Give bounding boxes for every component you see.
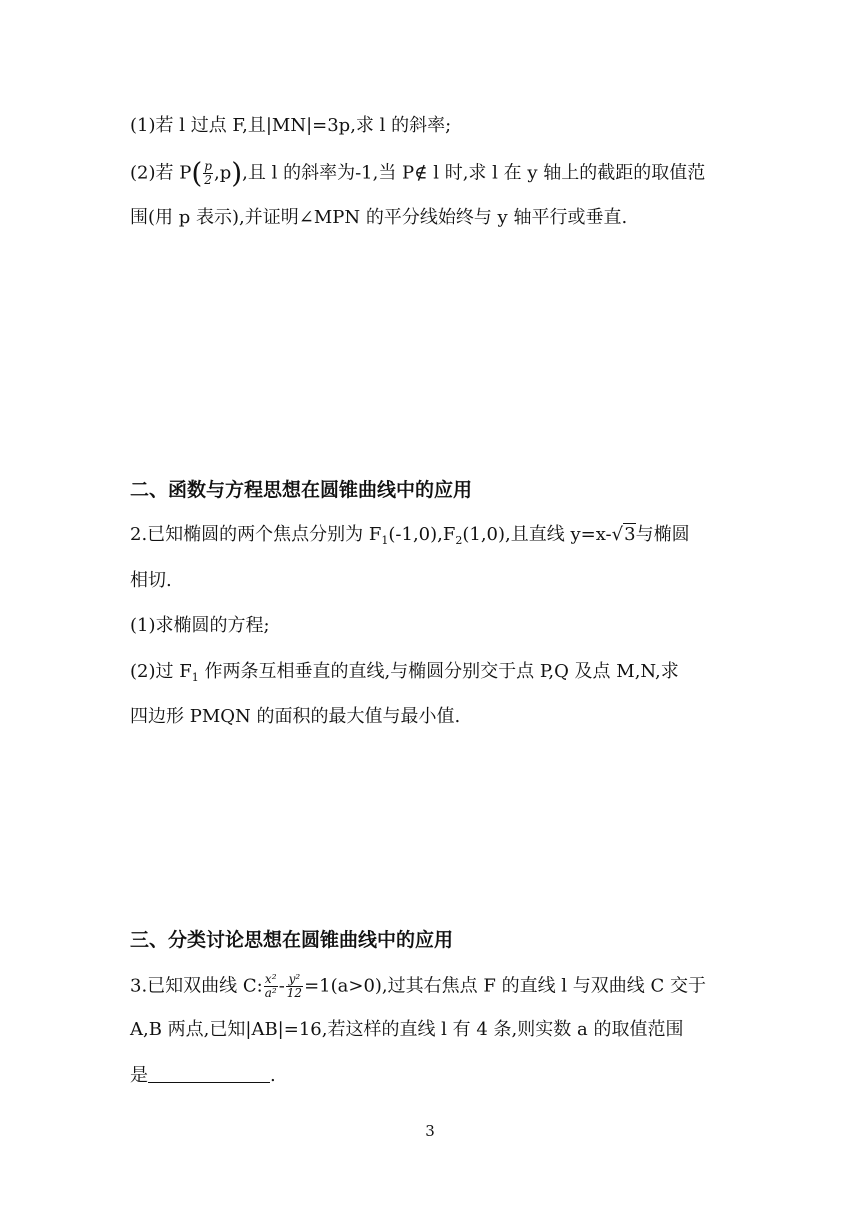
problem3-line2 xyxy=(130,1018,683,1042)
problem2-line1 xyxy=(130,523,690,553)
problem3-line3-period: . xyxy=(270,1065,276,1086)
fraction-numerator: x² xyxy=(264,972,277,986)
fraction-denominator: 12 xyxy=(286,986,303,1000)
problem2-part1 xyxy=(130,614,270,638)
problem2-text-d: 与椭圆 xyxy=(635,524,690,545)
sqrt-radicand: 3 xyxy=(624,524,636,545)
subscript-1: 1 xyxy=(381,534,389,547)
subscript-1: 1 xyxy=(191,671,199,684)
left-paren: ( xyxy=(191,156,203,190)
problem2-part1-text: (1)求椭圆的方程; xyxy=(130,615,270,636)
subscript-2: 2 xyxy=(455,534,463,547)
problem1-part2-line1 xyxy=(130,156,706,190)
problem1-part1 xyxy=(130,114,451,138)
problem2-part2-line2-text: 四边形 PMQN 的面积的最大值与最小值. xyxy=(130,706,461,727)
problem2-text-b: (-1,0),F xyxy=(388,524,456,545)
problem2-text-c: (1,0),且直线 y=x-√ xyxy=(462,524,624,545)
fraction-numerator: y² xyxy=(286,973,303,987)
problem1-part2-line2 xyxy=(130,206,627,230)
point-coordinate: ,p xyxy=(213,162,232,184)
minus-sign: - xyxy=(278,975,285,997)
problem3-line3-prefix: 是 xyxy=(130,1065,148,1086)
fraction-x2-over-a2 xyxy=(264,973,278,1000)
fraction-numerator: p xyxy=(204,159,212,173)
problem2-part2-line2 xyxy=(130,705,460,729)
fraction-p-over-2 xyxy=(203,160,213,187)
page-number: 3 xyxy=(425,1122,435,1140)
problem3-text-b: =1(a>0),过其右焦点 F 的直线 l 与双曲线 C 交于 xyxy=(304,975,706,997)
problem2-line2 xyxy=(130,569,172,593)
fraction-denominator: a² xyxy=(264,986,277,1000)
problem2-part2-prefix: (2)过 F xyxy=(130,661,192,682)
problem1-part2-text: ,且 l 的斜率为-1,当 P∉ l 时,求 l 在 y 轴上的截距的取值范 xyxy=(242,162,706,184)
problem3-line2-text: A,B 两点,已知|AB|=16,若这样的直线 l 有 4 条,则实数 a 的取值范围 xyxy=(130,1019,684,1040)
section3-heading: 三、分类讨论思想在圆锥曲线中的应用 xyxy=(130,929,454,951)
problem2-part2-line1 xyxy=(130,660,679,690)
answer-blank[interactable] xyxy=(148,1064,270,1083)
fraction-y2-over-12 xyxy=(286,973,303,1000)
fraction-denominator: 2 xyxy=(204,173,212,187)
problem3-text-a: 3.已知双曲线 C: xyxy=(130,975,263,997)
right-paren: ) xyxy=(231,156,243,190)
problem2-part2-text: 作两条互相垂直的直线,与椭圆分别交于点 P,Q 及点 M,N,求 xyxy=(198,661,679,682)
problem1-part2-line2-text: 围(用 p 表示),并证明∠MPN 的平分线始终与 y 轴平行或垂直. xyxy=(130,207,628,228)
problem1-part1-text: (1)若 l 过点 F,且|MN|=3p,求 l 的斜率; xyxy=(130,115,452,136)
section2-heading: 二、函数与方程思想在圆锥曲线中的应用 xyxy=(130,479,473,501)
problem3-line3 xyxy=(130,1064,276,1088)
problem1-part2-prefix: (2)若 P xyxy=(130,162,192,184)
problem2-line2-text: 相切. xyxy=(130,570,172,591)
problem2-text-a: 2.已知椭圆的两个焦点分别为 F xyxy=(130,524,382,545)
problem3-line1 xyxy=(130,973,706,1000)
